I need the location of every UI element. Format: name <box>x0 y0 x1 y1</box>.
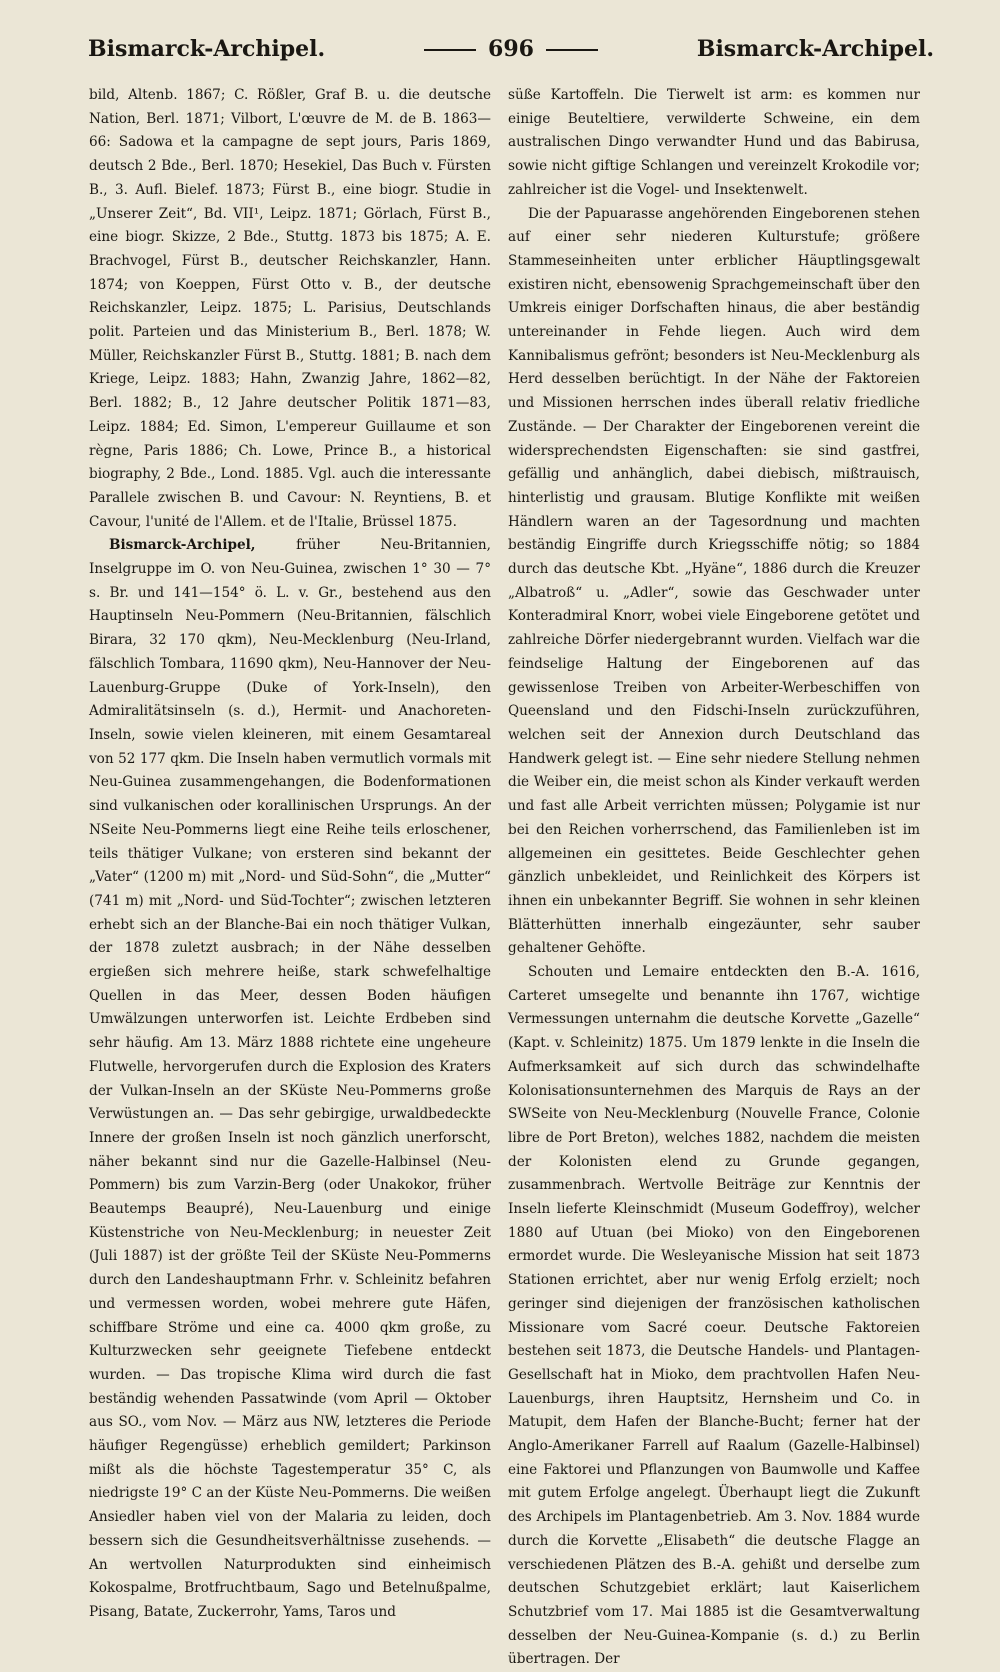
left-paragraph-references: bild, Altenb. 1867; C. Rößler, Graf B. u. die deutsche Nation, Berl. 1871; Vilbort, L'œuvre de M. de B. 1863—66: Sadowa et la campagne de sept jours, Paris 1869, deutsch 2 Bde., Berl. 1870; Hesekiel, Das Buch v. Fürsten B., 3. Aufl. Bielef. 1873; Fürst B., eine biogr. Studie in „Unserer Zeit“, Bd. VII¹, Leipz. 1871; Görlach, Fürst B., eine biogr. Skizze, 2 Bde., Stuttg. 1873 bis 1875; A. E. Brachvogel, Fürst B., deutscher Reichskanzler, Hann. 1874; von Koeppen, Fürst Otto v. B., der deutsche Reichskanzler, Leipz. 1875; L. Parisius, Deutschlands polit. Parteien und das Ministerium B., Berl. 1878; W. Müller, Reichskanzler Fürst B., Stuttg. 1881; B. nach dem Kriege, Leipz. 1883; Hahn, Zwanzig Jahre, 1862—82, Berl. 1882; B., 12 Jahre deutscher Politik 1871—83, Leipz. 1884; Ed. Simon, L'empereur Guillaume et son règne, Paris 1886; Ch. Lowe, Prince B., a historical biography, 2 Bde., Lond. 1885. Vgl. auch die interessante Parallele zwischen B. und Cavour: N. Reyntiens, B. et Cavour, l'unité de l'Allem. et de l'Italie, Brüssel 1875. <box>89 87 491 530</box>
header-right-title: Bismarck-Archipel. <box>696 36 934 62</box>
right-paragraph-fauna: süße Kartoffeln. Die Tierwelt ist arm: es kommen nur einige Beuteltiere, verwilderte Schweine, ein dem australischen Dingo verwandter Hund und das Babirusa, sowie nicht giftige Schlangen und vereinzelt Krokodile vor; zahlreicher ist die Vogel- und Insektenwelt. <box>508 87 920 198</box>
header-left-title: Bismarck-Archipel. <box>88 36 326 62</box>
left-paragraph-entry <box>89 534 491 1624</box>
right-column <box>508 84 920 1668</box>
entry-title: Bismarck-Archipel, <box>109 537 256 554</box>
entry-text: früher Neu-Britannien, Inselgruppe im O. von Neu-Guinea, zwischen 1° 30 — 7° s. Br. und 141—154° ö. L. v. Gr., bestehend aus den Hauptinseln Neu-Pommern (Neu-Britannien, fälschlich Birara, 32 170 qkm), Neu-Mecklenburg (Neu-Irland, fälschlich Tombara, 11690 qkm), Neu-Hannover der Neu-Lauenburg-Gruppe (Duke of York-Inseln), den Admiralitätsinseln (s. d.), Hermit- und Anachoreten-Inseln, sowie vielen kleineren, mit einem Gesamtareal von 52 177 qkm. Die Inseln haben vermutlich vormals mit Neu-Guinea zusammengehangen, die Bodenformationen sind vulkanischen oder korallinischen Ursprungs. An der NSeite Neu-Pommerns liegt eine Reihe teils erloschener, teils thätiger Vulkane; von ersteren sind bekannt der „Vater“ (1200 m) mit „Nord- und Süd-Sohn“, die „Mutter“ (741 m) mit „Nord- und Süd-Tochter“; zwischen letzteren erhebt sich an der Blanche-Bai ein noch thätiger Vulkan, der 1878 zuletzt ausbrach; in der Nähe desselben ergießen sich mehrere heiße, stark schwefelhaltige Quellen in das Meer, dessen Boden häufigen Umwälzungen unterworfen ist. Leichte Erdbeben sind sehr häufig. Am 13. März 1888 richtete eine ungeheure Flutwelle, hervorgerufen durch die Explosion des Kraters der Vulkan-Inseln an der SKüste Neu-Pommerns große Verwüstungen an. — Das sehr gebirgige, urwaldbedeckte Innere der großen Inseln ist noch gänzlich unerforscht, näher bekannt sind nur die Gazelle-Halbinsel (Neu-Pommern) bis zum Varzin-Berg (oder Unakokor, früher Beautemps Beaupré), Neu-Lauenburg und einige Küstenstriche von Neu-Mecklenburg; in neuester Zeit (Juli 1887) ist der größte Teil der SKüste Neu-Pommerns durch den Landeshauptmann Frhr. v. Schleinitz befahren und vermessen worden, wobei mehrere gute Häfen, schiffbare Ströme und eine ca. 4000 qkm große, zu Kulturzwecken sehr geeignete Tiefebene entdeckt wurden. — Das tropische Klima wird durch die fast beständig wehenden Passatwinde (vom April — Oktober aus SO., vom Nov. — März aus NW, letzteres die Periode häufiger Regengüsse) erheblich gemildert; Parkinson mißt als die höchste Tagestemperatur 35° C, als niedrigste 19° C an der Küste Neu-Pommerns. Die weißen Ansiedler haben viel von der Malaria zu leiden, doch bessern sich die Gesundheitsverhältnisse zusehends. — An wertvollen Naturprodukten sind einheimisch Kokospalme, Brotfruchtbaum, Sago und Betelnußpalme, Pisang, Batate, Zuckerrohr, Yams, Taros und <box>89 537 491 1620</box>
running-header <box>88 28 934 72</box>
header-rule-left <box>424 49 476 51</box>
right-paragraph-history: Schouten und Lemaire entdeckten den B.-A. 1616, Carteret umsegelte und benannte ihn 1767, wichtige Vermessungen unternahm die deutsche Korvette „Gazelle“ (Kapt. v. Schleinitz) 1875. Um 1879 lenkte in die Inseln die Aufmerksamkeit auf sich durch das schwindelhafte Kolonisationsunternehmen des Marquis de Rays an der SWSeite von Neu-Mecklenburg (Nouvelle France, Colonie libre de Port Breton), welches 1882, nachdem die meisten der Kolonisten elend zu Grunde gegangen, zusammenbrach. Wertvolle Beiträge zur Kenntnis der Inseln lieferte Kleinschmidt (Museum Godeffroy), welcher 1880 auf Utuan (bei Mioko) von den Eingeborenen ermordet wurde. Die Wesleyanische Mission hat seit 1873 Stationen errichtet, aber nur wenig Erfolg erzielt; noch geringer sind diejenigen der französischen katholischen Missionare vom Sacré coeur. Deutsche Faktoreien bestehen seit 1873, die Deutsche Handels- und Plantagen-Gesellschaft hat in Mioko, dem prachtvollen Hafen Neu-Lauenburgs, ihren Hauptsitz, Hernsheim und Co. in Matupit, dem Hafen der Blanche-Bucht; ferner hat der Anglo-Amerikaner Farrell auf Raalum (Gazelle-Halbinsel) eine Faktorei und Pflanzungen von Baumwolle und Kaffee mit gutem Erfolge angelegt. Überhaupt liegt die Zukunft des Archipels im Plantagenbetrieb. Am 3. Nov. 1884 wurde durch die Korvette „Elisabeth“ die deutsche Flagge an verschiedenen Plätzen des B.-A. gehißt und derselbe zum deutschen Schutzgebiet erklärt; laut Kaiserlichem Schutzbrief vom 17. Mai 1885 ist die Gesamtverwaltung desselben der Neu-Guinea-Kompanie (s. d.) zu Berlin übertragen. Der <box>508 964 920 1668</box>
header-rule-right <box>546 49 598 51</box>
left-column <box>89 84 491 1620</box>
right-paragraph-inhabitants: Die der Papuarasse angehörenden Eingeborenen stehen auf einer sehr niederen Kulturstufe; größere Stammeseinheiten unter erblicher Häuptlingsgewalt existiren nicht, ebensowenig Sprachgemeinschaft über den Umkreis einiger Dorfschaften hinaus, die aber beständig untereinander in Fehde liegen. Auch wird dem Kannibalismus gefrönt; besonders ist Neu-Mecklenburg als Herd desselben berüchtigt. In der Nähe der Faktoreien und Missionen herrschen indes überall relativ friedliche Zustände. — Der Charakter der Eingeborenen vereint die widersprechendsten Eigenschaften: sie sind gastfrei, gefällig und anhänglich, dabei diebisch, mißtrauisch, hinterlistig und grausam. Blutige Konflikte mit weißen Händlern waren an der Tagesordnung und machten beständig Eingriffe durch Kriegsschiffe nötig; so 1884 durch das deutsche Kbt. „Hyäne“, 1886 durch die Kreuzer „Albatroß“ u. „Adler“, sowie das Geschwader unter Konteradmiral Knorr, wobei viele Eingeborene getötet und zahlreiche Dörfer niedergebrannt wurden. Vielfach war die feindselige Haltung der Eingeborenen auf das gewissenlose Treiben von Arbeiter-Werbeschiffen von Queensland und den Fidschi-Inseln zurückzuführen, welchen seit der Annexion durch Deutschland das Handwerk gelegt ist. — Eine sehr niedere Stellung nehmen die Weiber ein, die meist schon als Kinder verkauft werden und fast alle Arbeit verrichten müssen; Polygamie ist nur bei den Reichen vorherrschend, das Familienleben ist im allgemeinen ein gesittetes. Beide Geschlechter gehen gänzlich unbekleidet, und Reinlichkeit des Körpers ist ihnen ein unbekannter Begriff. Sie wohnen in sehr kleinen Blätterhütten innerhalb eingezäunter, sehr sauber gehaltener Gehöfte. <box>508 205 920 957</box>
page-number: 696 <box>488 36 534 62</box>
